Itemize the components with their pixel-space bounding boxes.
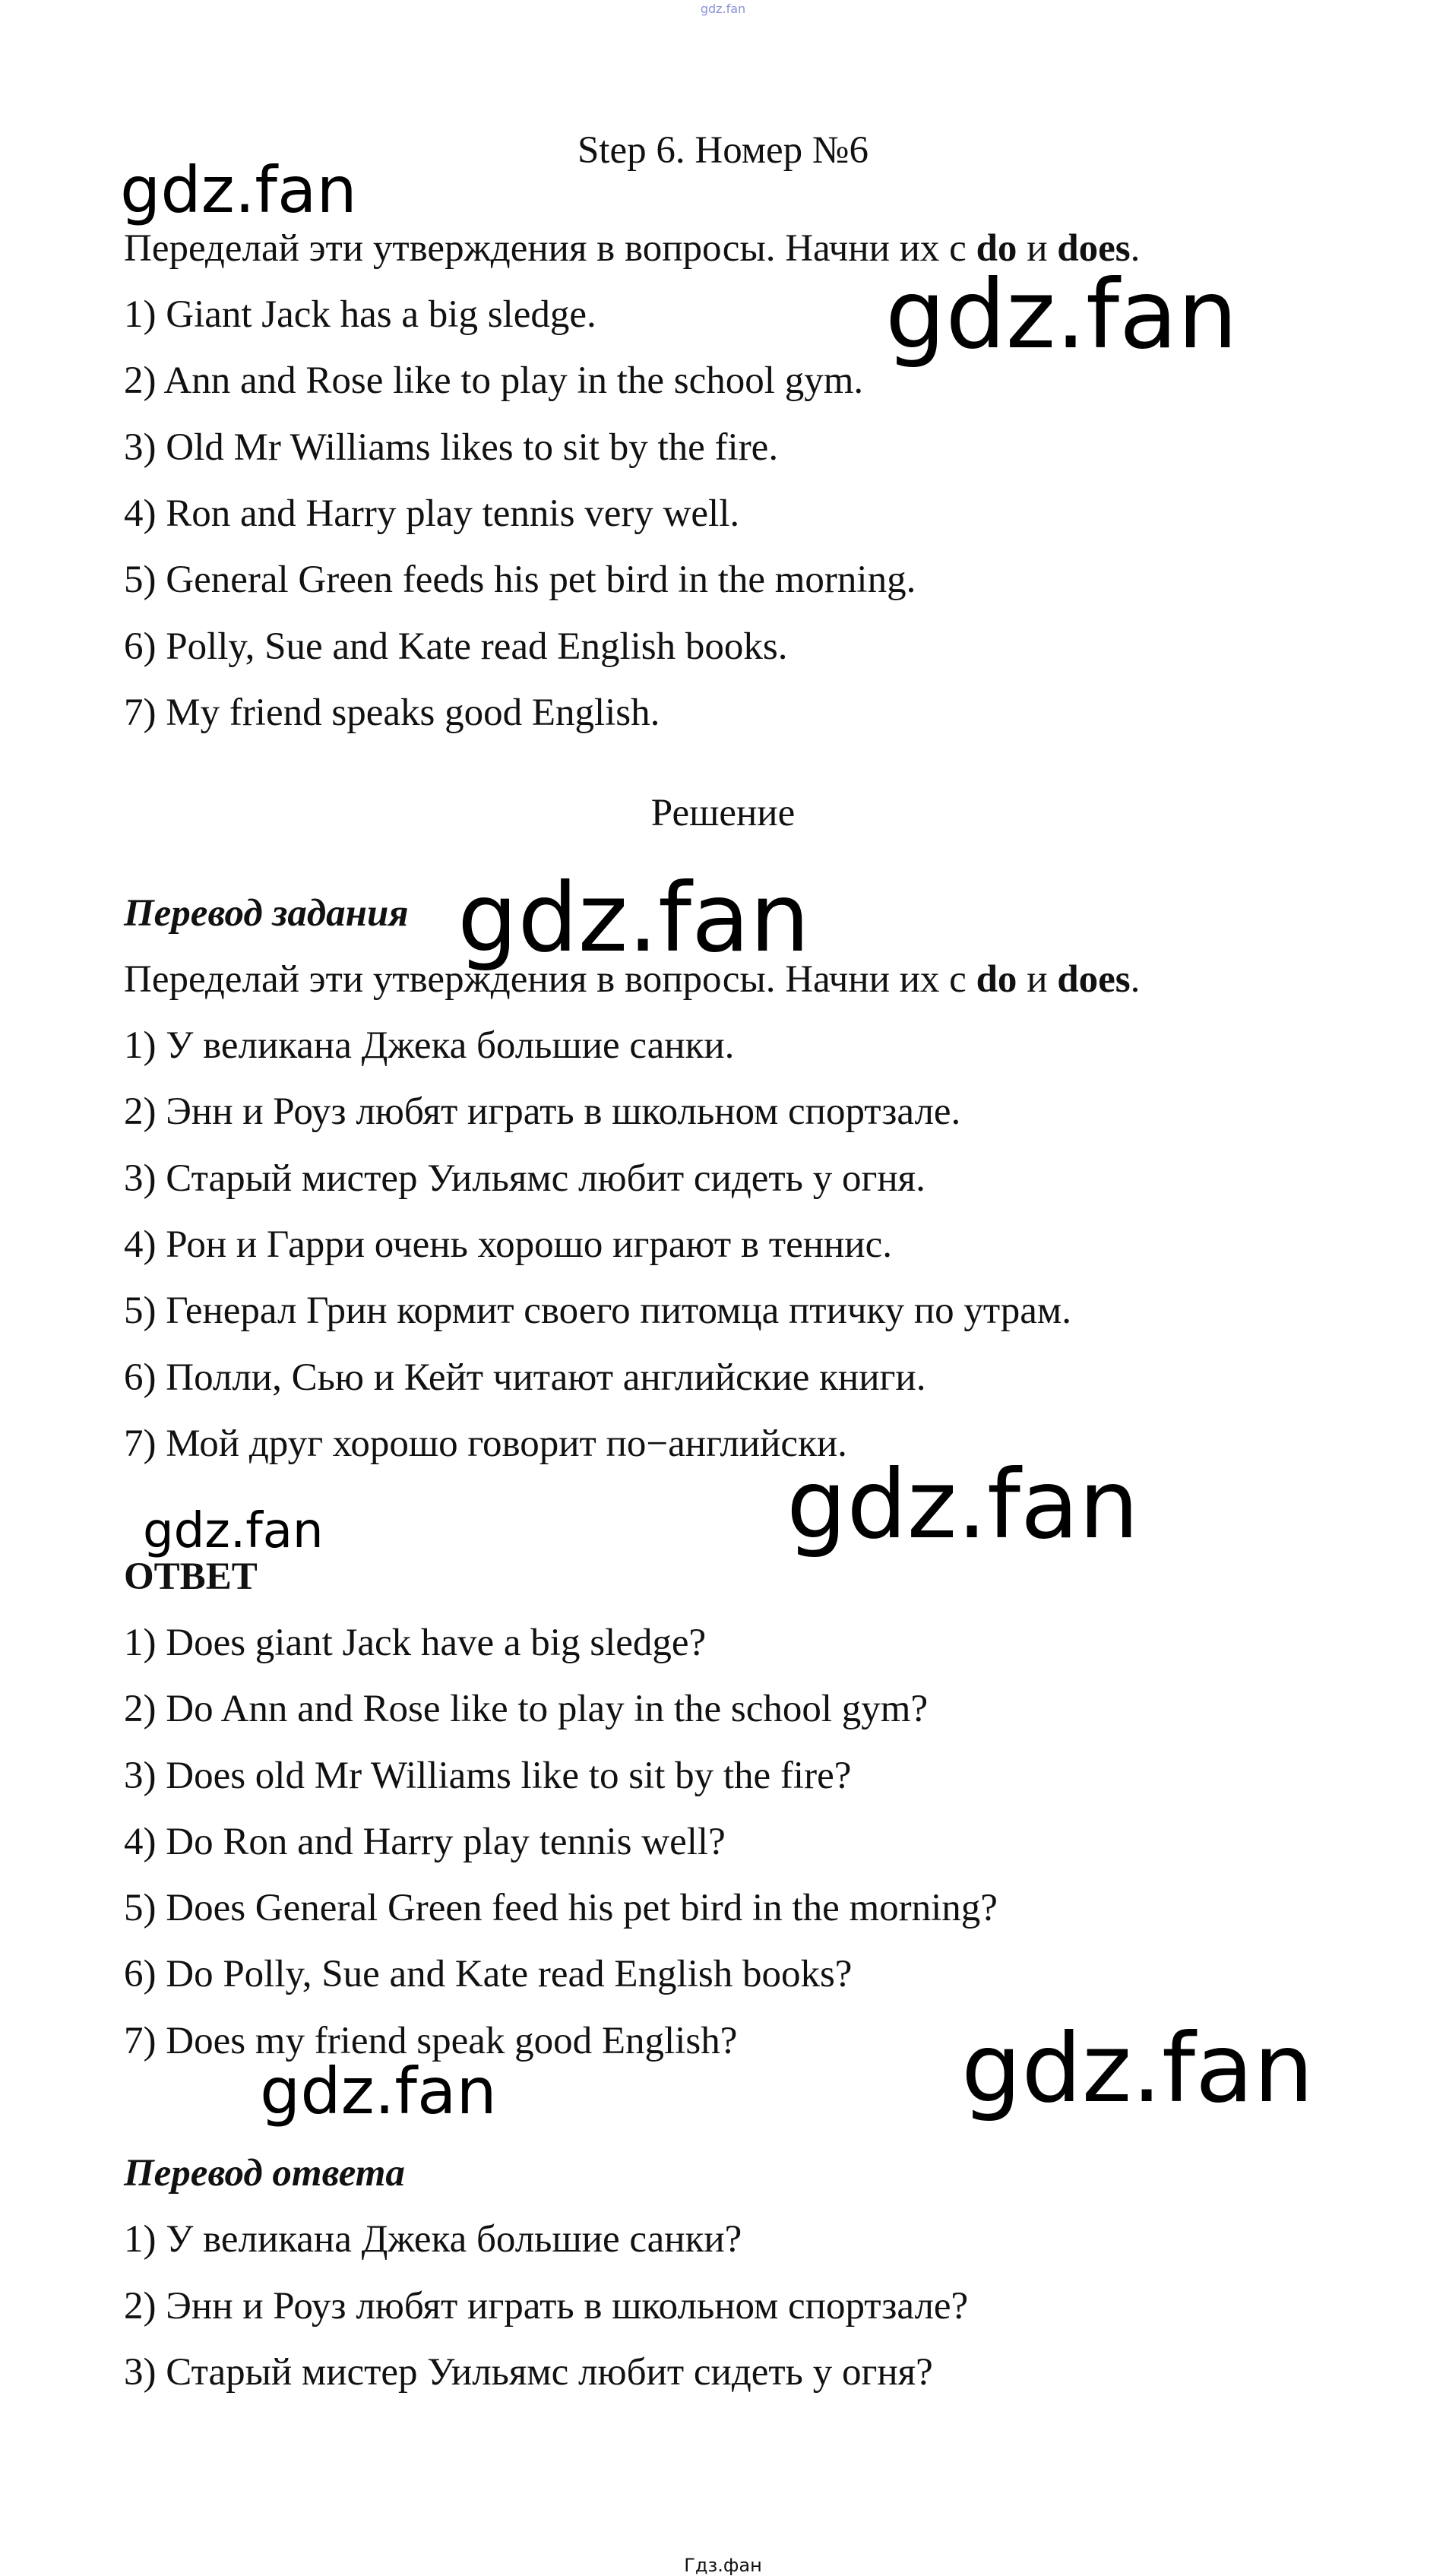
page-footer: Гдз.фан	[684, 2555, 762, 2576]
answer-translation-item: 2) Энн и Роуз любят играть в школьном спортзале?	[124, 2285, 969, 2328]
task-item: 4) Ron and Harry play tennis very well.	[124, 492, 740, 535]
watermark: gdz.fan	[457, 863, 810, 973]
watermark: gdz.fan	[143, 1503, 324, 1559]
task-item: 7) My friend speaks good English.	[124, 691, 660, 734]
answer-item: 6) Do Polly, Sue and Kate read English books?	[124, 1953, 853, 1995]
top-watermark: gdz.fan	[700, 2, 746, 16]
task-item: 5) General Green feeds his pet bird in the morning.	[124, 559, 916, 601]
translation-instruction-text: Переделай эти утверждения в вопросы. Начни их с	[124, 958, 976, 1001]
translation-task-heading: Перевод задания	[124, 892, 409, 935]
translation-item: 4) Рон и Гарри очень хорошо играют в теннис.	[124, 1223, 892, 1266]
answer-heading: ОТВЕТ	[124, 1555, 258, 1598]
task-instruction-text: Переделай эти утверждения в вопросы. Начни их с	[124, 227, 976, 270]
end-dot: .	[1130, 958, 1141, 1001]
translation-item: 3) Старый мистер Уильямс любит сидеть у огня.	[124, 1157, 926, 1200]
translation-item: 7) Мой друг хорошо говорит по−английски.	[124, 1422, 847, 1465]
watermark: gdz.fan	[260, 2054, 497, 2128]
does-keyword: does	[1057, 958, 1131, 1001]
do-keyword: do	[976, 227, 1017, 270]
answer-item: 7) Does my friend speak good English?	[124, 2020, 738, 2062]
translation-item: 5) Генерал Грин кормит своего питомца птичку по утрам.	[124, 1290, 1071, 1332]
answer-item: 2) Do Ann and Rose like to play in the school gym?	[124, 1688, 929, 1730]
answer-item: 3) Does old Mr Williams like to sit by the fire?	[124, 1755, 852, 1797]
answer-item: 1) Does giant Jack have a big sledge?	[124, 1622, 707, 1664]
watermark: gdz.fan	[961, 2014, 1314, 2124]
and-word: и	[1017, 958, 1058, 1001]
task-item: 2) Ann and Rose like to play in the school gym.	[124, 359, 864, 402]
task-item: 3) Old Mr Williams likes to sit by the fire.	[124, 426, 779, 469]
page-title: Step 6. Номер №6	[577, 129, 869, 172]
translation-item: 1) У великана Джека большие санки.	[124, 1024, 735, 1067]
answer-translation-item: 1) У великана Джека большие санки?	[124, 2218, 742, 2261]
and-word: и	[1017, 227, 1058, 270]
task-item: 6) Polly, Sue and Kate read English books.	[124, 625, 788, 668]
answer-translation-item: 3) Старый мистер Уильямс любит сидеть у огня?	[124, 2351, 933, 2394]
translation-item: 2) Энн и Роуз любят играть в школьном спортзале.	[124, 1090, 961, 1133]
watermark: gdz.fan	[885, 260, 1238, 370]
answer-item: 4) Do Ron and Harry play tennis well?	[124, 1821, 726, 1863]
does-keyword: does	[1057, 227, 1131, 270]
answer-item: 5) Does General Green feed his pet bird in the morning?	[124, 1887, 998, 1929]
do-keyword: do	[976, 958, 1017, 1001]
end-dot: .	[1130, 227, 1141, 270]
watermark: gdz.fan	[120, 153, 357, 227]
task-item: 1) Giant Jack has a big sledge.	[124, 293, 596, 336]
translation-item: 6) Полли, Сью и Кейт читают английские книги.	[124, 1356, 926, 1399]
solution-heading: Решение	[650, 792, 796, 834]
watermark: gdz.fan	[786, 1450, 1139, 1560]
answer-translation-heading: Перевод ответа	[124, 2152, 405, 2195]
